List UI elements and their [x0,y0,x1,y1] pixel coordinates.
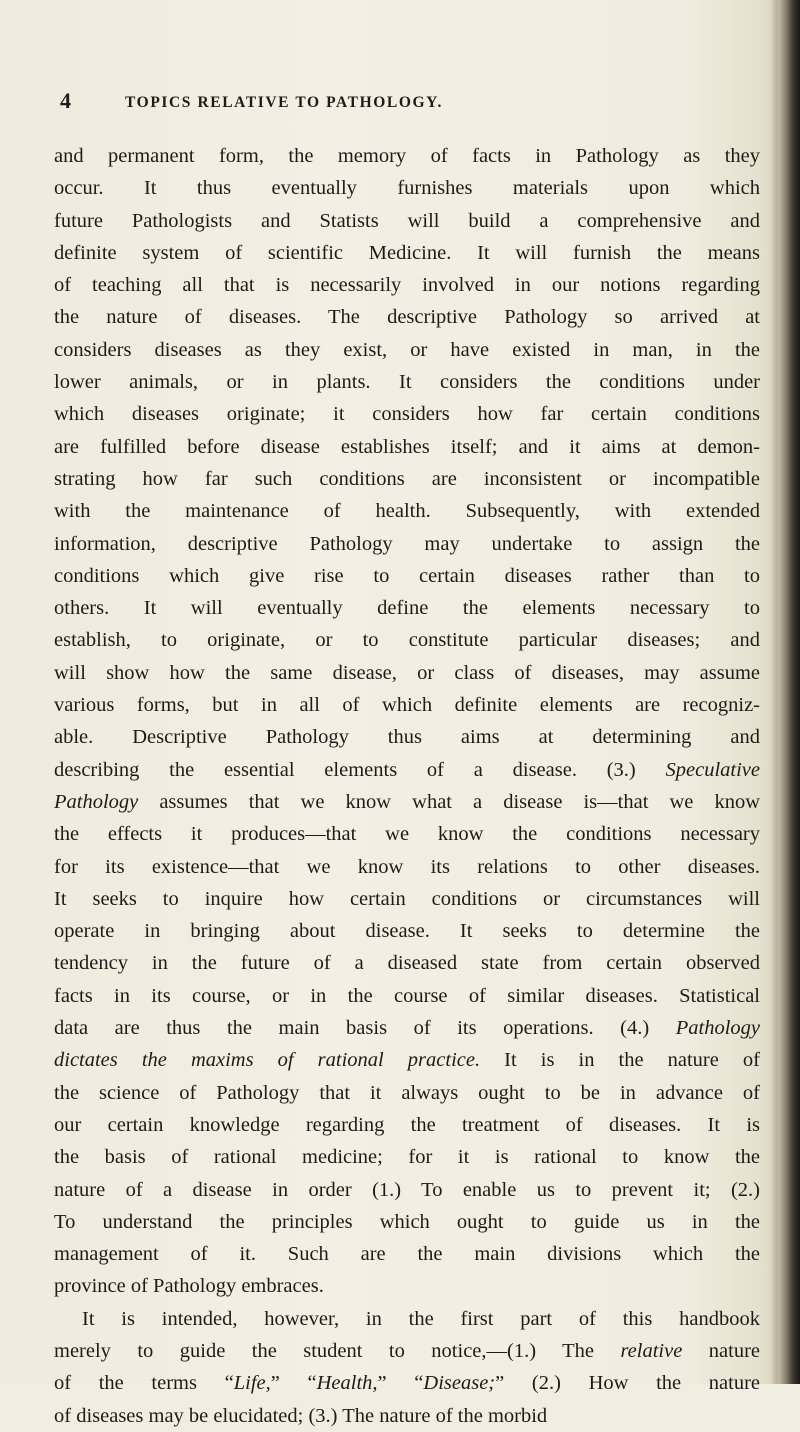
text-line: It seeks to inquire how certain conditions or circumstances will [54,887,760,910]
text-line: for its existence—that we know its relations to other diseases. [54,855,760,878]
text-line: management of it. Such are the main divisions which the [54,1243,760,1266]
running-head: TOPICS RELATIVE TO PATHOLOGY. [125,94,444,111]
text-line: of diseases may be elucidated; (3.) The nature of the morbid [54,1404,548,1427]
text-line: others. It will eventually define the elements necessary to [54,597,760,620]
text-line: facts in its course, or in the course of similar diseases. Statistical [54,984,760,1007]
text-line: strating how far such conditions are inconsistent or incompatible [54,467,760,490]
text-line: considers diseases as they exist, or have existed in man, in the [54,338,760,361]
text-line: which diseases originate; it considers how far certain conditions [54,403,760,426]
body-text [54,140,760,1432]
text-line: the basis of rational medicine; for it is rational to know the [54,1146,760,1169]
text-line: able. Descriptive Pathology thus aims at determining and [54,726,760,749]
text-line: tendency in the future of a diseased state from certain observed [54,952,760,975]
text-line: definite system of scientific Medicine. It will furnish the means [54,241,760,264]
text-line: of the terms “Life,” “Health,” “Disease;” (2.) How the nature [54,1372,760,1395]
text-line: our certain knowledge regarding the treatment of diseases. It is [54,1113,760,1136]
text-line: Pathology assumes that we know what a disease is—that we know [54,790,760,813]
text-line: the nature of diseases. The descriptive Pathology so arrived at [54,306,760,329]
text-line: To understand the principles which ought to guide us in the [54,1210,760,1233]
page-shadow [770,0,778,1384]
text-line: are fulfilled before disease establishes itself; and it aims at demon- [54,435,760,458]
page-header [0,88,780,118]
text-line: conditions which give rise to certain diseases rather than to [54,564,760,587]
text-line: future Pathologists and Statists will build a comprehensive and [54,209,760,232]
text-line: operate in bringing about disease. It seeks to determine the [54,920,760,943]
text-line: lower animals, or in plants. It considers the conditions under [54,371,760,394]
text-line: the science of Pathology that it always ought to be in advance of [54,1081,760,1104]
text-line: with the maintenance of health. Subsequently, with extended [54,500,760,523]
text-line: describing the essential elements of a disease. (3.) Speculative [54,758,760,781]
page-number: 4 [60,88,71,113]
text-line: and permanent form, the memory of facts in Pathology as they [54,145,760,167]
text-line: occur. It thus eventually furnishes materials upon which [54,177,760,200]
text-line: province of Pathology embraces. [54,1275,324,1298]
text-line: dictates the maxims of rational practice. It is in the nature of [54,1049,760,1072]
text-line: merely to guide the student to notice,—(1.) The relative nature [54,1339,760,1362]
text-line: information, descriptive Pathology may undertake to assign the [54,532,760,555]
text-line: of teaching all that is necessarily involved in our notions regarding [54,274,760,297]
text-line: will show how the same disease, or class of diseases, may assume [54,661,760,684]
book-spine [778,0,800,1384]
text-line: the effects it produces—that we know the conditions necessary [54,823,760,846]
text-line: various forms, but in all of which definite elements are recogniz- [54,694,760,717]
text-line: establish, to originate, or to constitute particular diseases; and [54,629,760,652]
text-line: It is intended, however, in the first part of this handbook [82,1307,760,1330]
text-line: data are thus the main basis of its operations. (4.) Pathology [54,1017,760,1040]
text-line: nature of a disease in order (1.) To enable us to prevent it; (2.) [54,1178,760,1201]
